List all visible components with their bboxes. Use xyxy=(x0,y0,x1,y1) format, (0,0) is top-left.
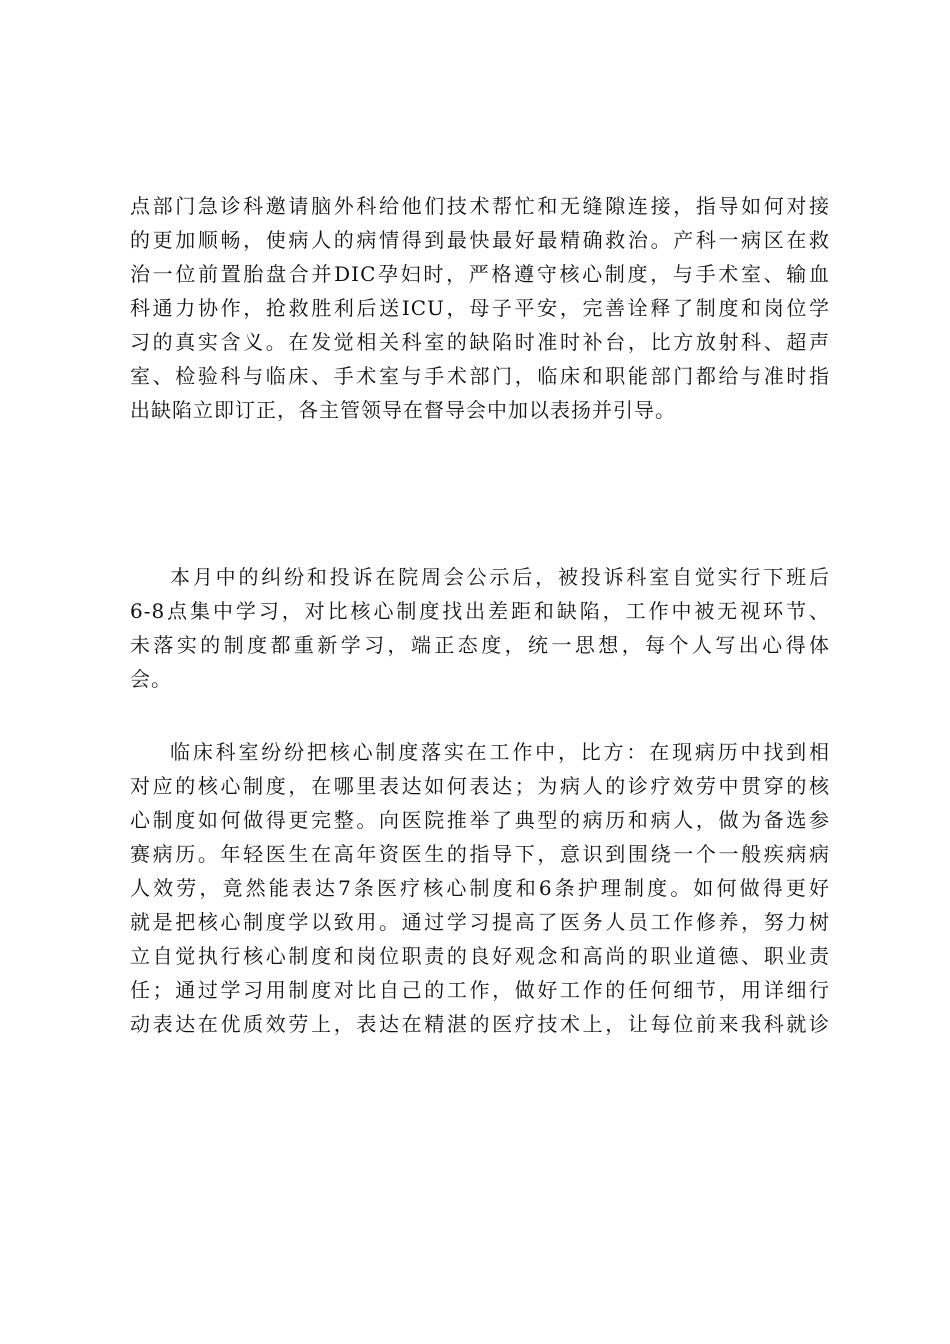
paragraph-line: 就是把核心制度学以致用。通过学习提高了医务人员工作修养，努力树 xyxy=(130,910,830,934)
paragraph-3 xyxy=(130,735,830,1041)
paragraph-line: 室、检验科与临床、手术室与手术部门，临床和职能部门都给与准时指 xyxy=(130,364,830,388)
paragraph-line: 本月中的纠纷和投诉在院周会公示后，被投诉科室自觉实行下班后 xyxy=(170,565,830,589)
paragraph-line: 习的真实含义。在发觉相关科室的缺陷时准时补台，比方放射科、超声 xyxy=(130,330,830,354)
paragraph-line: 临床科室纷纷把核心制度落实在工作中，比方：在现病历中找到相 xyxy=(170,740,830,764)
paragraph-2 xyxy=(130,560,830,696)
paragraph-line: 动表达在优质效劳上，表达在精湛的医疗技术上，让每位前来我科就诊 xyxy=(130,1012,830,1036)
paragraph-line: 对应的核心制度，在哪里表达如何表达；为病人的诊疗效劳中贯穿的核 xyxy=(130,774,830,798)
paragraph-line: 心制度如何做得更完整。向医院推举了典型的病历和病人，做为备选参 xyxy=(130,808,830,832)
paragraph-line: 出缺陷立即订正，各主管领导在督导会中加以表扬并引导。 xyxy=(130,398,676,422)
paragraph-line: 的更加顺畅，使病人的病情得到最快最好最精确救治。产科一病区在救 xyxy=(130,228,830,252)
paragraph-line: 立自觉执行核心制度和岗位职责的良好观念和高尚的职业道德、职业责 xyxy=(130,944,830,968)
paragraph-line: 赛病历。年轻医生在高年资医生的指导下，意识到围绕一个一般疾病病 xyxy=(130,842,830,866)
paragraph-line: 任；通过学习用制度对比自己的工作，做好工作的任何细节，用详细行 xyxy=(130,978,830,1002)
paragraph-line: 会。 xyxy=(130,667,172,691)
paragraph-line: 科通力协作，抢救胜利后送ICU，母子平安，完善诠释了制度和岗位学 xyxy=(130,296,830,320)
paragraph-line: 点部门急诊科邀请脑外科给他们技术帮忙和无缝隙连接，指导如何对接 xyxy=(130,194,830,218)
paragraph-line: 治一位前置胎盘合并DIC孕妇时，严格遵守核心制度，与手术室、输血 xyxy=(130,262,830,286)
paragraph-line: 6-8点集中学习，对比核心制度找出差距和缺陷，工作中被无视环节、 xyxy=(130,599,830,623)
paragraph-line: 人效劳，竟然能表达7条医疗核心制度和6条护理制度。如何做得更好 xyxy=(130,876,830,900)
paragraph-line: 未落实的制度都重新学习，端正态度，统一思想，每个人写出心得体 xyxy=(130,633,830,657)
paragraph-1 xyxy=(130,189,830,427)
